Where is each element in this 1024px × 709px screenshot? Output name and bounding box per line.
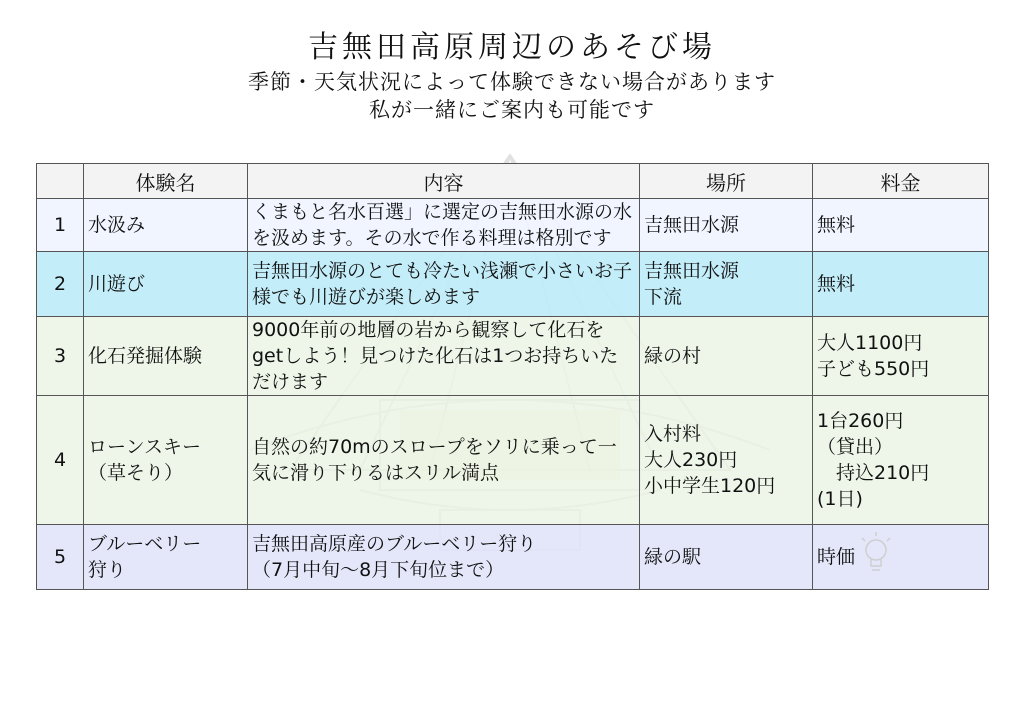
lightbulb-icon — [856, 528, 896, 580]
table-row — [37, 396, 989, 525]
activity-content: 吉無田水源のとても冷たい浅瀬で小さいお子様でも川遊びが楽しめます — [248, 252, 640, 317]
activity-name: 川遊び — [84, 252, 248, 317]
activity-content: 9000年前の地層の岩から観察して化石をgetしよう！見つけた化石は1つお持ちいただけます — [248, 317, 640, 396]
table-row — [37, 252, 989, 317]
page-title: 吉無田高原周辺のあそび場 — [308, 30, 716, 65]
activity-name: 化石発掘体験 — [84, 317, 248, 396]
col-header-number — [37, 164, 84, 199]
subtitle-guide: 私が一緒にご案内も可能です — [369, 98, 655, 122]
activity-place: 吉無田水源 — [640, 199, 813, 252]
subtitle-notice: 季節・天気状況によって体験できない場合があります — [248, 70, 776, 94]
activity-name: ブルーベリー 狩り — [84, 525, 248, 590]
activity-fee: 1台260円 （貸出） 持込210円 (1日) — [813, 396, 989, 525]
col-header-content: 内容 — [248, 164, 640, 199]
activity-place: 緑の駅 — [640, 525, 813, 590]
row-number: 2 — [37, 252, 84, 317]
header — [0, 28, 1024, 124]
activity-fee: 無料 — [813, 252, 989, 317]
activity-fee: 無料 — [813, 199, 989, 252]
col-header-place: 場所 — [640, 164, 813, 199]
table-row — [37, 525, 989, 590]
table-row — [37, 199, 989, 252]
table-row — [37, 317, 989, 396]
activity-place: 吉無田水源 下流 — [640, 252, 813, 317]
row-number: 1 — [37, 199, 84, 252]
activity-place: 入村料 大人230円 小中学生120円 — [640, 396, 813, 525]
activity-content: 自然の約70mのスロープをソリに乗って一気に滑り下りるはスリル満点 — [248, 396, 640, 525]
row-number: 4 — [37, 396, 84, 525]
activity-fee: 時価 — [813, 525, 989, 590]
col-header-activity-name: 体験名 — [84, 164, 248, 199]
activity-fee: 大人1100円 子ども550円 — [813, 317, 989, 396]
row-number: 5 — [37, 525, 84, 590]
activity-name: ローンスキー （草そり） — [84, 396, 248, 525]
activity-content: くまもと名水百選」に選定の吉無田水源の水を汲めます。その水で作る料理は格別です — [248, 199, 640, 252]
col-header-fee: 料金 — [813, 164, 989, 199]
activity-name: 水汲み — [84, 199, 248, 252]
activity-place: 緑の村 — [640, 317, 813, 396]
table-header-row — [37, 164, 989, 199]
activities-table — [36, 163, 989, 590]
row-number: 3 — [37, 317, 84, 396]
activity-content: 吉無田高原産のブルーベリー狩り （7月中旬〜8月下旬位まで） — [248, 525, 640, 590]
